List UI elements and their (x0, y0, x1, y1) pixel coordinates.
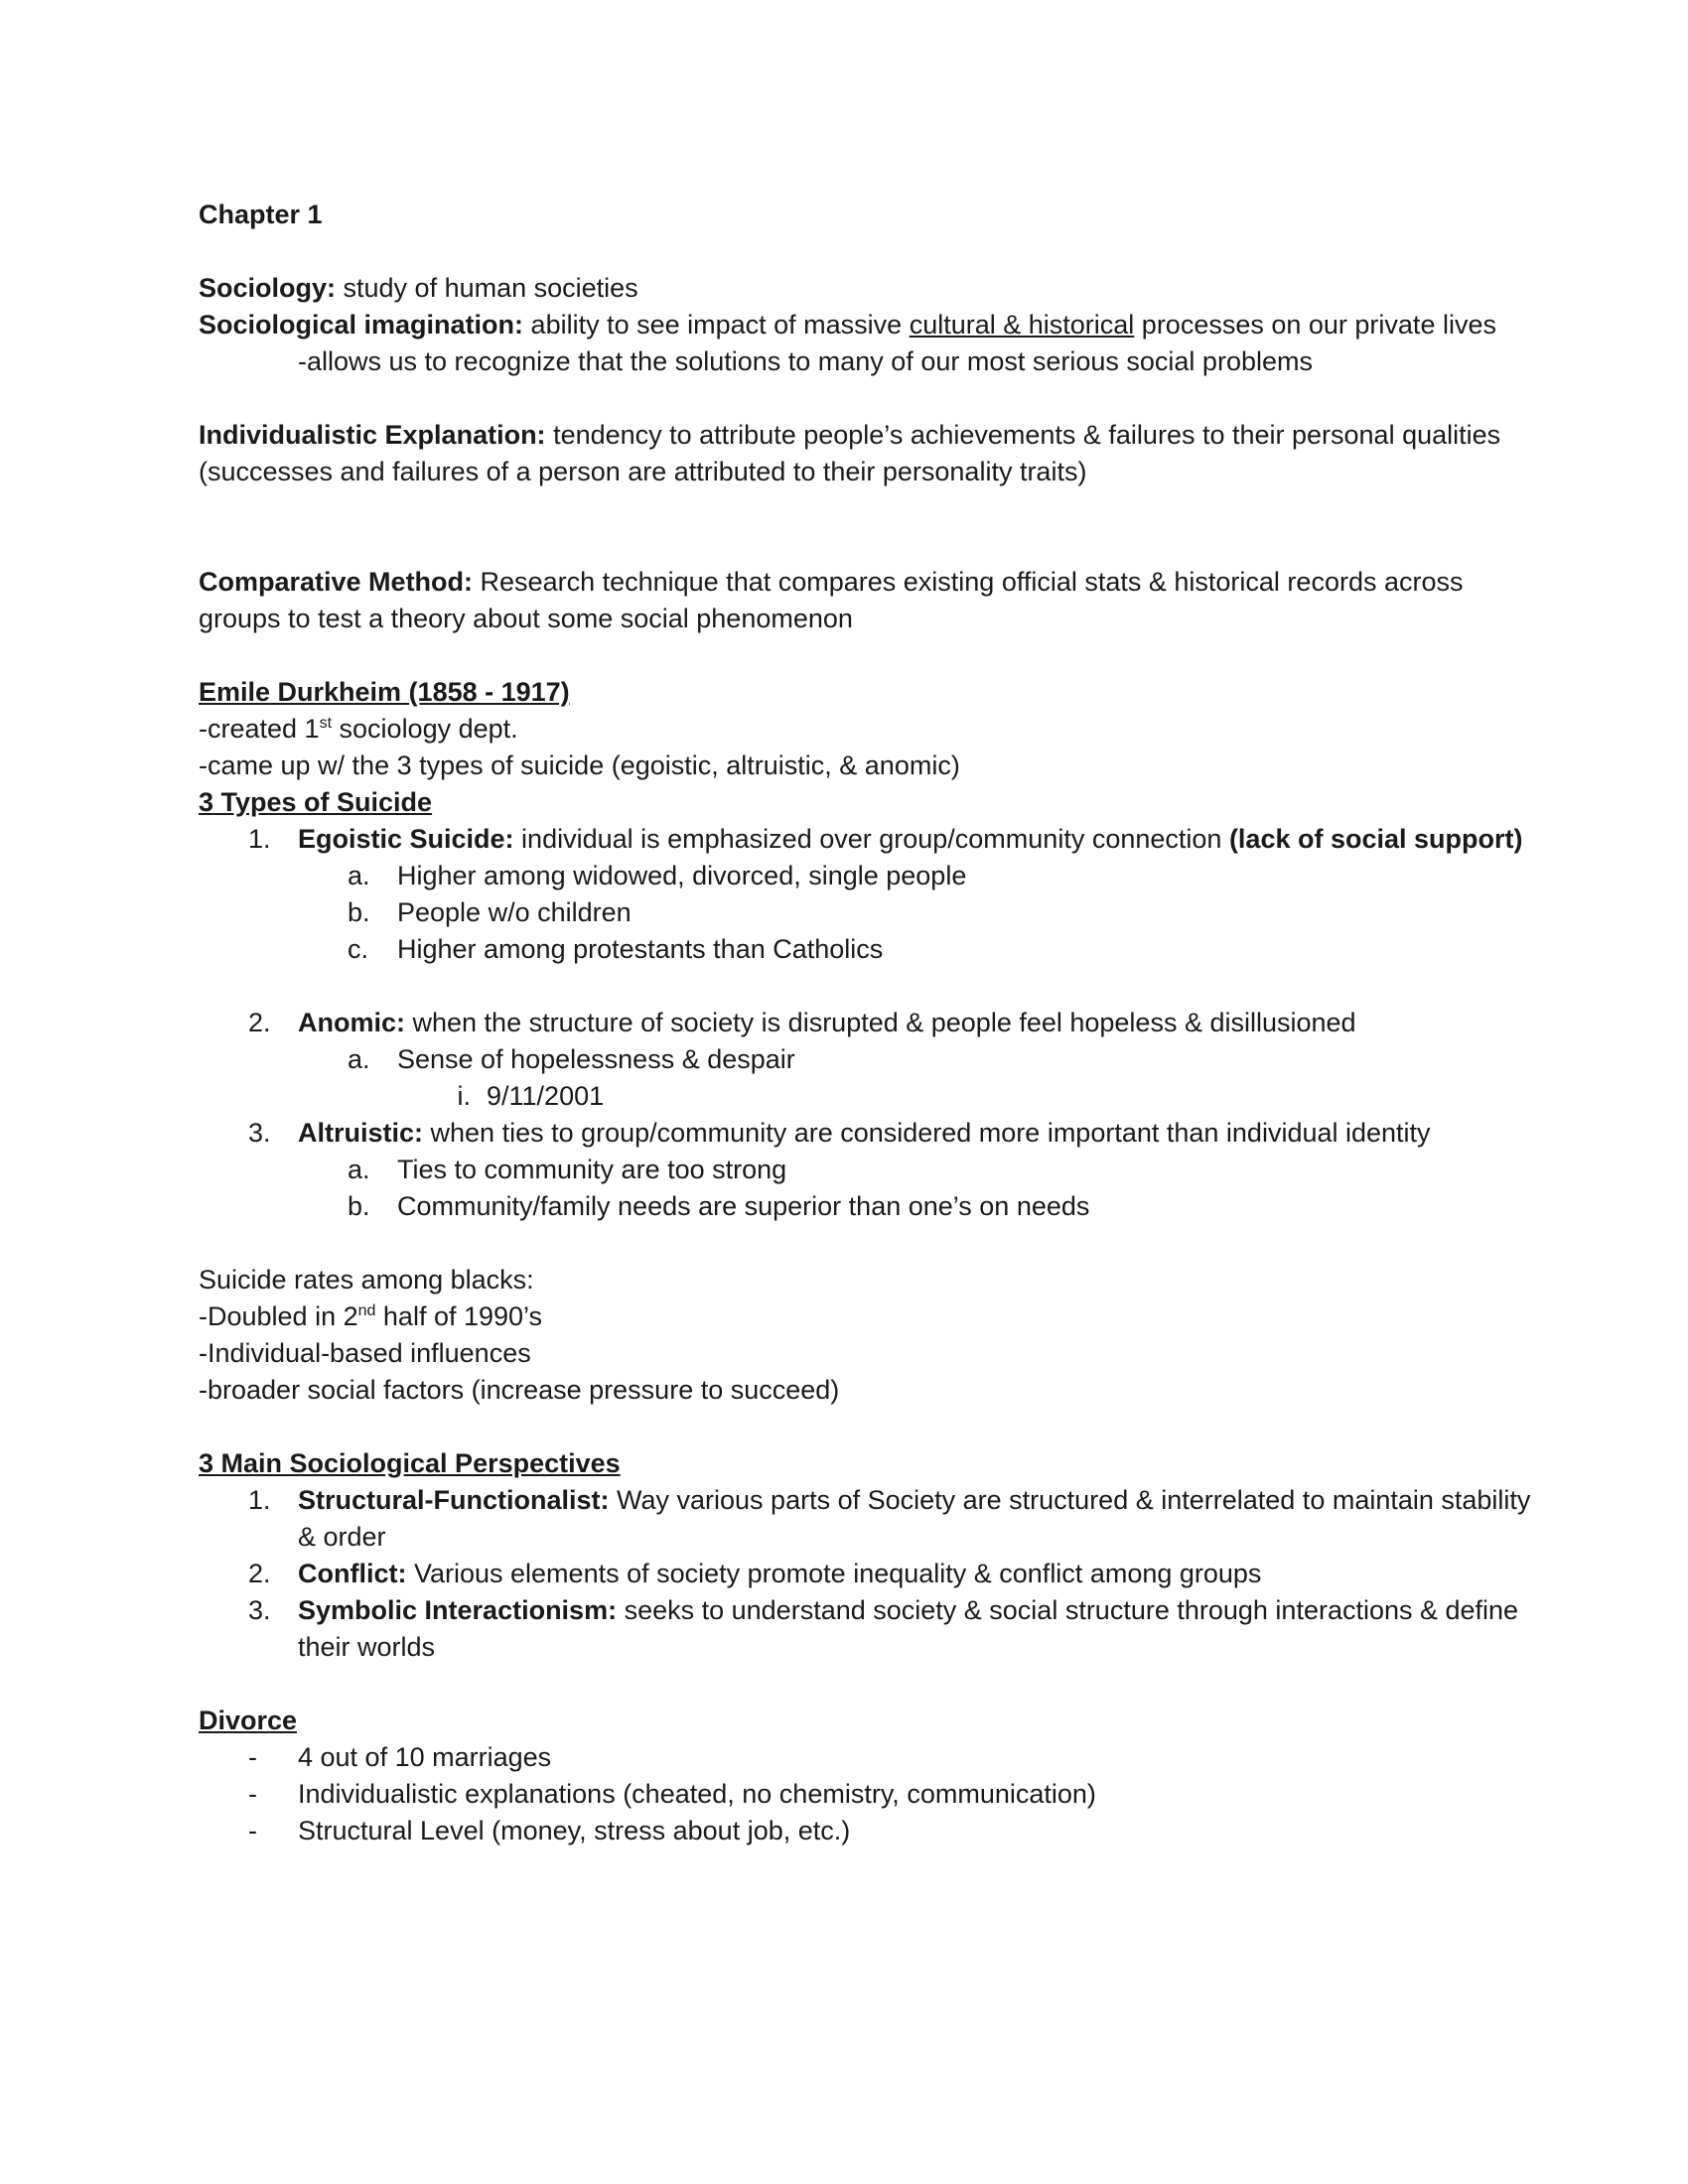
text: -created 1 (199, 714, 320, 744)
section-heading-perspectives: 3 Main Sociological Perspectives (199, 1448, 621, 1478)
dash-marker: - (248, 1816, 257, 1845)
list-text: Structural Level (money, stress about job, etc.) (298, 1816, 851, 1845)
list-item (199, 821, 1539, 858)
list-body (298, 1556, 1539, 1592)
list-text: 4 out of 10 marriages (298, 1742, 552, 1772)
list-number: 2. (248, 1008, 271, 1037)
list-text: 9/11/2001 (487, 1081, 605, 1111)
list-body (298, 1115, 1539, 1152)
term: Egoistic Suicide: (298, 824, 514, 854)
text: half of 1990’s (375, 1301, 543, 1331)
durkheim-line (199, 711, 1539, 748)
list-text: Higher among widowed, divorced, single people (397, 861, 967, 890)
sub-list-item (199, 931, 1539, 968)
bullet-item (199, 1739, 1539, 1776)
list-item (199, 1592, 1539, 1666)
list-marker: a. (348, 861, 370, 890)
bullet-item (199, 1813, 1539, 1849)
list-marker: a. (348, 1155, 370, 1184)
list-marker: b. (348, 1191, 370, 1221)
definition: when ties to group/community are considered more important than individual identity (423, 1118, 1431, 1148)
list-body (298, 821, 1539, 858)
list-item (199, 1115, 1539, 1152)
superscript: st (319, 715, 333, 732)
list-body (298, 1592, 1539, 1666)
term: Anomic: (298, 1008, 405, 1037)
definition-sociological-imagination (199, 307, 1539, 343)
definition: when the structure of society is disrupted & people feel hopeless & disillusioned (405, 1008, 1356, 1037)
term: Sociological imagination: (199, 310, 524, 340)
durkheim-line: -came up w/ the 3 types of suicide (egoistic, altruistic, & anomic) (199, 751, 960, 780)
definition: individual is emphasized over group/community connection (513, 824, 1229, 854)
superscript: nd (357, 1302, 376, 1319)
sub-list-item (199, 1188, 1539, 1225)
list-marker: c. (348, 934, 369, 964)
sub-list-item (199, 1152, 1539, 1188)
term: Symbolic Interactionism: (298, 1595, 618, 1625)
sub-list-item (199, 894, 1539, 931)
section-heading-durkheim: Emile Durkheim (1858 - 1917) (199, 677, 570, 707)
term: Comparative Method: (199, 567, 474, 597)
term: Conflict: (298, 1559, 407, 1588)
sub-list-item (199, 858, 1539, 894)
list-item (199, 1482, 1539, 1556)
definition: Way various parts of Society are structured & interrelated to maintain stability & order (298, 1485, 1531, 1552)
blacks-line (199, 1298, 1539, 1335)
list-number: 3. (248, 1595, 271, 1625)
list-number: 1. (248, 1485, 271, 1515)
list-number: 3. (248, 1118, 271, 1148)
list-body (298, 1005, 1539, 1041)
list-number: 1. (248, 824, 271, 854)
definition-comparative-method (199, 564, 1539, 637)
list-item (199, 1005, 1539, 1041)
term: Structural-Functionalist: (298, 1485, 610, 1515)
text: -Doubled in 2 (199, 1301, 358, 1331)
list-marker (199, 1078, 487, 1115)
chapter-title: Chapter 1 (199, 200, 323, 229)
list-text: People w/o children (397, 897, 632, 927)
sub-note: -allows us to recognize that the solutions to many of our most serious social problems (298, 346, 1313, 376)
section-heading-suicide-types: 3 Types of Suicide (199, 787, 433, 817)
list-text: Ties to community are too strong (397, 1155, 787, 1184)
term: Sociology: (199, 273, 337, 303)
bold-note: (lack of social support) (1228, 824, 1523, 854)
roman-marker: i. (457, 1081, 471, 1111)
list-text: Higher among protestants than Catholics (397, 934, 884, 964)
definition-part: processes on our private lives (1134, 310, 1496, 340)
list-text: Community/family needs are superior than one’s on needs (397, 1191, 1090, 1221)
list-item (199, 1556, 1539, 1592)
blacks-line: -Individual-based influences (199, 1338, 531, 1368)
blacks-heading: Suicide rates among blacks: (199, 1265, 534, 1295)
dash-marker: - (248, 1779, 257, 1809)
definition: study of human societies (336, 273, 638, 303)
bullet-item (199, 1776, 1539, 1813)
list-number: 2. (248, 1559, 271, 1588)
term: Individualistic Explanation: (199, 420, 546, 450)
sub-list-item (199, 1041, 1539, 1078)
definition: tendency to attribute people’s achievements & failures to their personal qualities (successes and failures of a person are attributed to their personality traits) (199, 420, 1501, 486)
term: Altruistic: (298, 1118, 424, 1148)
list-marker: a. (348, 1044, 370, 1074)
definition-individualistic (199, 417, 1539, 490)
section-heading-divorce: Divorce (199, 1706, 298, 1735)
sub-sub-list-item (199, 1078, 1539, 1115)
list-marker: b. (348, 897, 370, 927)
blacks-line: -broader social factors (increase pressure to succeed) (199, 1375, 840, 1405)
definition-sociology (199, 270, 1539, 307)
list-text: Sense of hopelessness & despair (397, 1044, 795, 1074)
list-text: Individualistic explanations (cheated, no chemistry, communication) (298, 1779, 1096, 1809)
definition: Research technique that compares existing official stats & historical records across groups to test a theory about some social phenomenon (199, 567, 1464, 633)
definition: seeks to understand society & social structure through interactions & define their worlds (298, 1595, 1519, 1662)
definition: Various elements of society promote inequality & conflict among groups (406, 1559, 1262, 1588)
definition-underlined: cultural & historical (909, 310, 1135, 340)
text: sociology dept. (332, 714, 518, 744)
list-body (298, 1482, 1539, 1556)
dash-marker: - (248, 1742, 257, 1772)
definition-part: ability to see impact of massive (523, 310, 910, 340)
